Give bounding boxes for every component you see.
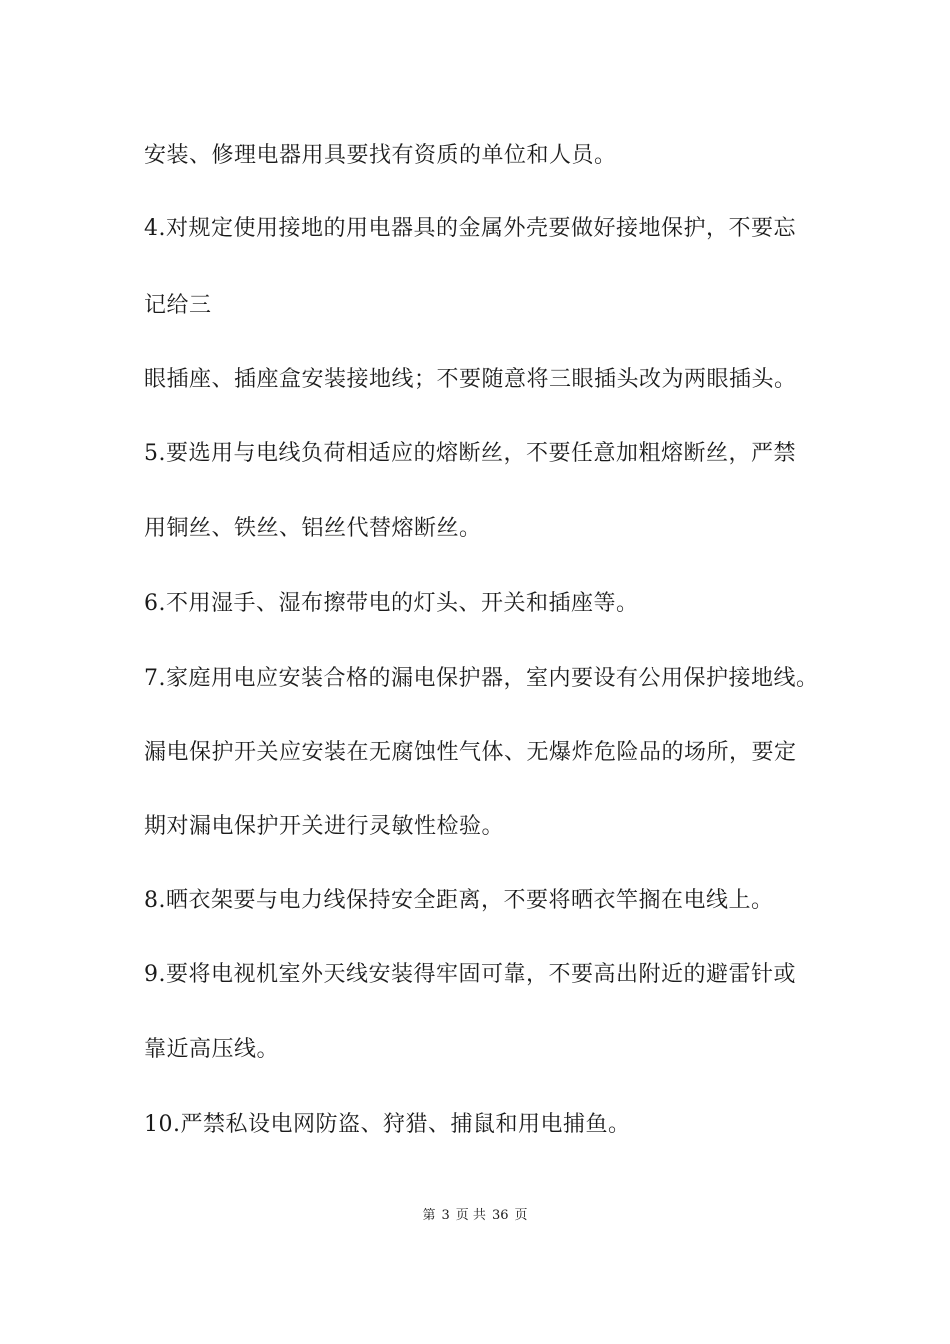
text-line-12: 9.要将电视机室外天线安装得牢固可靠，不要高出附近的避雷针或 bbox=[144, 962, 796, 987]
text-line-3: 记给三 bbox=[144, 293, 212, 318]
footer-middle: 页 共 bbox=[455, 1208, 486, 1223]
text-line-2: 4.对规定使用接地的用电器具的金属外壳要做好接地保护，不要忘 bbox=[144, 216, 796, 241]
text-line-6: 用铜丝、铁丝、铝丝代替熔断丝。 bbox=[144, 516, 482, 541]
text-line-14: 10.严禁私设电网防盗、狩猎、捕鼠和用电捕鱼。 bbox=[144, 1112, 631, 1137]
footer-total-pages: 36 bbox=[491, 1208, 509, 1223]
text-line-9: 漏电保护开关应安装在无腐蚀性气体、无爆炸危险品的场所，要定 bbox=[144, 740, 797, 765]
text-line-1: 安装、修理电器用具要找有资质的单位和人员。 bbox=[144, 143, 617, 168]
footer-current-page: 3 bbox=[441, 1208, 450, 1223]
page-footer bbox=[0, 1208, 950, 1224]
text-line-5: 5.要选用与电线负荷相适应的熔断丝，不要任意加粗熔断丝，严禁 bbox=[144, 441, 796, 466]
footer-suffix: 页 bbox=[514, 1208, 528, 1223]
text-line-8: 7.家庭用电应安装合格的漏电保护器，室内要设有公用保护接地线。 bbox=[144, 666, 819, 691]
text-line-13: 靠近高压线。 bbox=[144, 1037, 280, 1062]
text-line-4: 眼插座、插座盒安装接地线；不要随意将三眼插头改为两眼插头。 bbox=[144, 367, 797, 392]
text-line-11: 8.晒衣架要与电力线保持安全距离，不要将晒衣竿搁在电线上。 bbox=[144, 888, 774, 913]
footer-prefix: 第 bbox=[422, 1208, 436, 1223]
text-line-10: 期对漏电保护开关进行灵敏性检验。 bbox=[144, 814, 505, 839]
text-line-7: 6.不用湿手、湿布擦带电的灯头、开关和插座等。 bbox=[144, 591, 639, 616]
